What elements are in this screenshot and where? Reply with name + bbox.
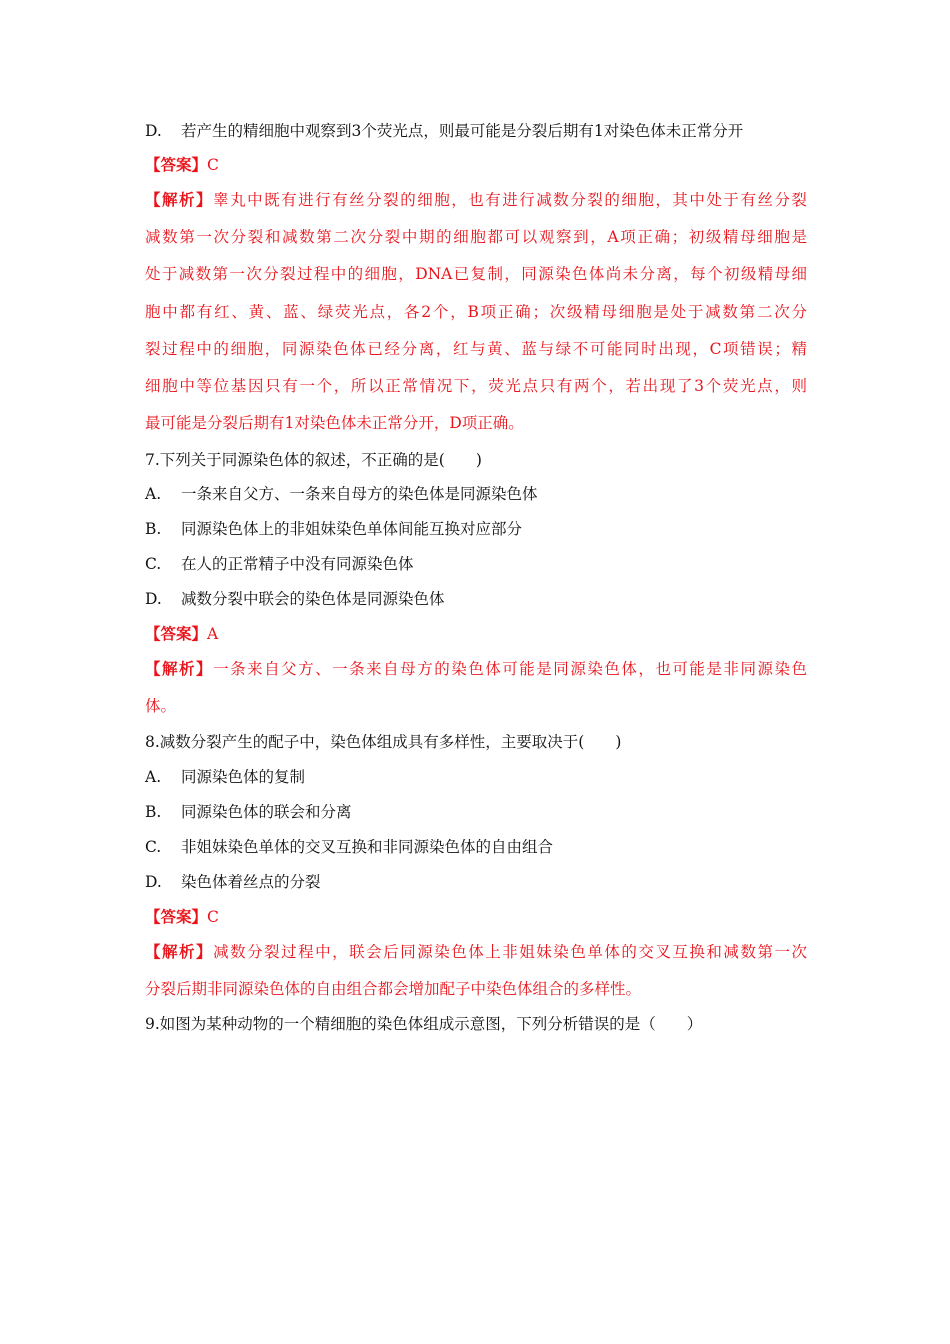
q7-answer-tag: 【答案】	[145, 624, 208, 643]
q6-option-d-text: 若产生的精细胞中观察到3个荧光点，则最可能是分裂后期有1对染色体未正常分开	[181, 122, 744, 140]
q7-option-b	[145, 519, 522, 539]
q6-analysis-line-5: 裂过程中的细胞，同源染色体已经分离，红与黄、蓝与绿不可能同时出现，C项错误；精	[145, 340, 807, 358]
q8-option-a	[145, 767, 305, 787]
q7-option-d	[145, 589, 445, 609]
q8-analysis-tag: 【解析】	[145, 942, 214, 961]
q7-option-a-letter: A.	[145, 485, 162, 503]
q7-analysis-line-2: 体。	[145, 697, 177, 715]
q8-analysis-text-1: 减数分裂过程中，联会后同源染色体上非姐妹染色单体的交叉互换和减数第一次	[213, 943, 807, 961]
q7-answer	[145, 624, 218, 644]
q7-option-c	[145, 554, 414, 574]
q8-stem: 8.减数分裂产生的配子中，染色体组成具有多样性，主要取决于( )	[145, 733, 622, 751]
q8-option-d-text: 染色体着丝点的分裂	[181, 873, 321, 891]
q6-analysis-line-6: 细胞中等位基因只有一个，所以正常情况下，荧光点只有两个，若出现了3个荧光点，则	[145, 377, 807, 395]
q7-analysis-text-1: 一条来自父方、一条来自母方的染色体可能是同源染色体，也可能是非同源染色	[213, 660, 807, 678]
q8-option-b-text: 同源染色体的联会和分离	[181, 803, 352, 821]
q6-answer-value: C	[207, 156, 219, 174]
q8-option-b-letter: B.	[145, 803, 162, 821]
q8-analysis-line-2: 分裂后期非同源染色体的自由组合都会增加配子中染色体组合的多样性。	[145, 980, 642, 998]
q8-option-d-letter: D.	[145, 873, 162, 891]
q7-option-d-text: 减数分裂中联会的染色体是同源染色体	[181, 590, 445, 608]
q6-analysis-line-7: 最可能是分裂后期有1对染色体未正常分开，D项正确。	[145, 414, 524, 432]
q6-analysis-line-4: 胞中都有红、黄、蓝、绿荧光点，各2个，B项正确；次级精母细胞是处于减数第二次分	[145, 303, 807, 321]
q6-answer	[145, 155, 219, 175]
q6-analysis-line-2: 减数第一次分裂和减数第二次分裂中期的细胞都可以观察到，A项正确；初级精母细胞是	[145, 228, 807, 246]
q8-option-b	[145, 802, 352, 822]
q7-option-c-letter: C.	[145, 555, 162, 573]
q7-analysis-line-1	[145, 659, 807, 679]
q8-option-c	[145, 837, 553, 857]
q7-answer-value: A	[207, 625, 219, 643]
q8-answer-tag: 【答案】	[145, 907, 208, 926]
q7-option-c-text: 在人的正常精子中没有同源染色体	[181, 555, 414, 573]
q6-analysis-tag: 【解析】	[145, 190, 214, 209]
q6-analysis-line-3: 处于减数第一次分裂过程中的细胞，DNA已复制，同源染色体尚未分离，每个初级精母细	[145, 265, 807, 283]
q6-option-d-letter: D.	[145, 122, 162, 140]
q7-option-d-letter: D.	[145, 590, 162, 608]
q9-stem: 9.如图为某种动物的一个精细胞的染色体组成示意图，下列分析错误的是（ ）	[145, 1015, 703, 1033]
q7-option-a	[145, 484, 538, 504]
q8-option-c-letter: C.	[145, 838, 162, 856]
q7-option-a-text: 一条来自父方、一条来自母方的染色体是同源染色体	[181, 485, 538, 503]
q6-option-d	[145, 121, 743, 141]
q6-analysis-line-1	[145, 190, 807, 210]
q8-option-c-text: 非姐妹染色单体的交叉互换和非同源染色体的自由组合	[181, 838, 554, 856]
q7-option-b-text: 同源染色体上的非姐妹染色单体间能互换对应部分	[181, 520, 523, 538]
q7-stem: 7.下列关于同源染色体的叙述，不正确的是( )	[145, 451, 482, 469]
q8-option-a-letter: A.	[145, 768, 162, 786]
q6-answer-tag: 【答案】	[145, 155, 208, 174]
q7-analysis-tag: 【解析】	[145, 659, 214, 678]
q8-answer-value: C	[207, 908, 219, 926]
q8-answer	[145, 907, 219, 927]
q7-option-b-letter: B.	[145, 520, 162, 538]
q8-option-a-text: 同源染色体的复制	[181, 768, 306, 786]
q6-analysis-text-1: 睾丸中既有进行有丝分裂的细胞，也有进行减数分裂的细胞，其中处于有丝分裂	[213, 191, 807, 209]
q8-analysis-line-1	[145, 942, 807, 962]
q8-option-d	[145, 872, 321, 892]
